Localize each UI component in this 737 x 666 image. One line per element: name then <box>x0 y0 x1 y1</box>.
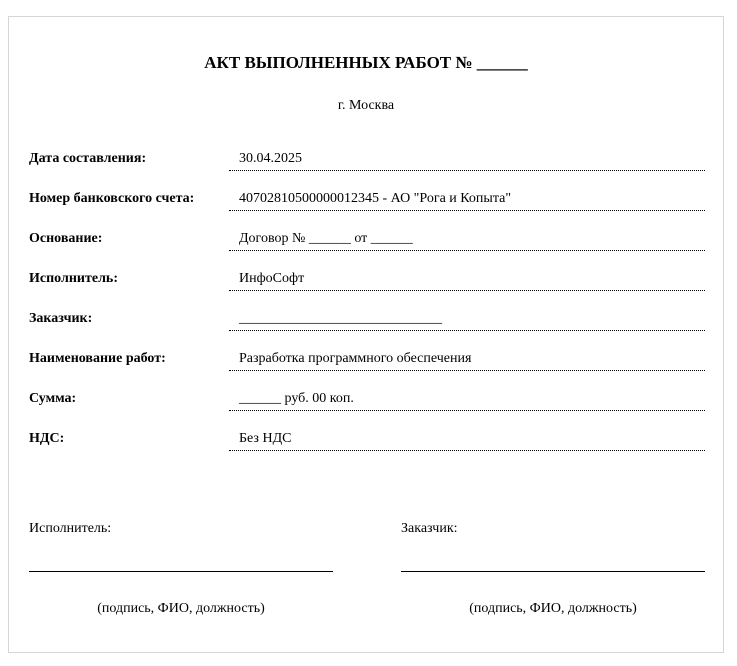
field-label-executor: Исполнитель: <box>29 271 118 286</box>
signature-line-customer <box>401 571 705 572</box>
field-value-work-name <box>229 345 705 371</box>
field-value-customer-text: _____________________________ <box>239 311 442 326</box>
field-value-basis <box>229 225 705 251</box>
field-label-vat: НДС: <box>29 431 65 446</box>
field-value-date <box>229 145 705 171</box>
fields-list <box>29 145 705 465</box>
signature-label-executor: Исполнитель: <box>29 521 112 536</box>
signature-line-executor <box>29 571 333 572</box>
field-row-work-name <box>29 345 705 385</box>
field-label-basis: Основание: <box>29 231 103 246</box>
field-value-basis-text: Договор № ______ от ______ <box>239 231 413 246</box>
signature-caption-customer: (подпись, ФИО, должность) <box>469 601 637 616</box>
field-value-vat-text: Без НДС <box>239 431 292 446</box>
document-city: г. Москва <box>337 98 395 113</box>
field-row-bank-account <box>29 185 705 225</box>
field-value-bank-account-text: 40702810500000012345 - АО "Рога и Копыта" <box>239 191 512 206</box>
signature-label-customer: Заказчик: <box>401 521 458 536</box>
field-label-customer: Заказчик: <box>29 311 93 326</box>
field-label-bank-account: Номер банковского счета: <box>29 191 195 206</box>
field-label-amount: Сумма: <box>29 391 77 406</box>
field-row-basis <box>29 225 705 265</box>
signature-caption-executor: (подпись, ФИО, должность) <box>97 601 265 616</box>
field-row-customer <box>29 305 705 345</box>
field-value-date-text: 30.04.2025 <box>239 151 302 166</box>
field-value-vat <box>229 425 705 451</box>
field-label-date: Дата составления: <box>29 151 147 166</box>
field-value-bank-account <box>229 185 705 211</box>
field-value-work-name-text: Разработка программного обеспечения <box>239 351 472 366</box>
field-value-executor <box>229 265 705 291</box>
field-value-amount <box>229 385 705 411</box>
document-title: АКТ ВЫПОЛНЕННЫХ РАБОТ № ______ <box>204 53 528 72</box>
field-row-vat <box>29 425 705 465</box>
field-value-executor-text: ИнфоСофт <box>239 271 305 286</box>
signature-block-customer <box>401 521 705 616</box>
field-row-date <box>29 145 705 185</box>
field-value-customer <box>229 305 705 331</box>
field-row-executor <box>29 265 705 305</box>
field-value-amount-text: ______ руб. 00 коп. <box>239 391 354 406</box>
signature-block-executor <box>29 521 333 616</box>
field-label-work-name: Наименование работ: <box>29 351 166 366</box>
act-document <box>8 16 724 653</box>
field-row-amount <box>29 385 705 425</box>
